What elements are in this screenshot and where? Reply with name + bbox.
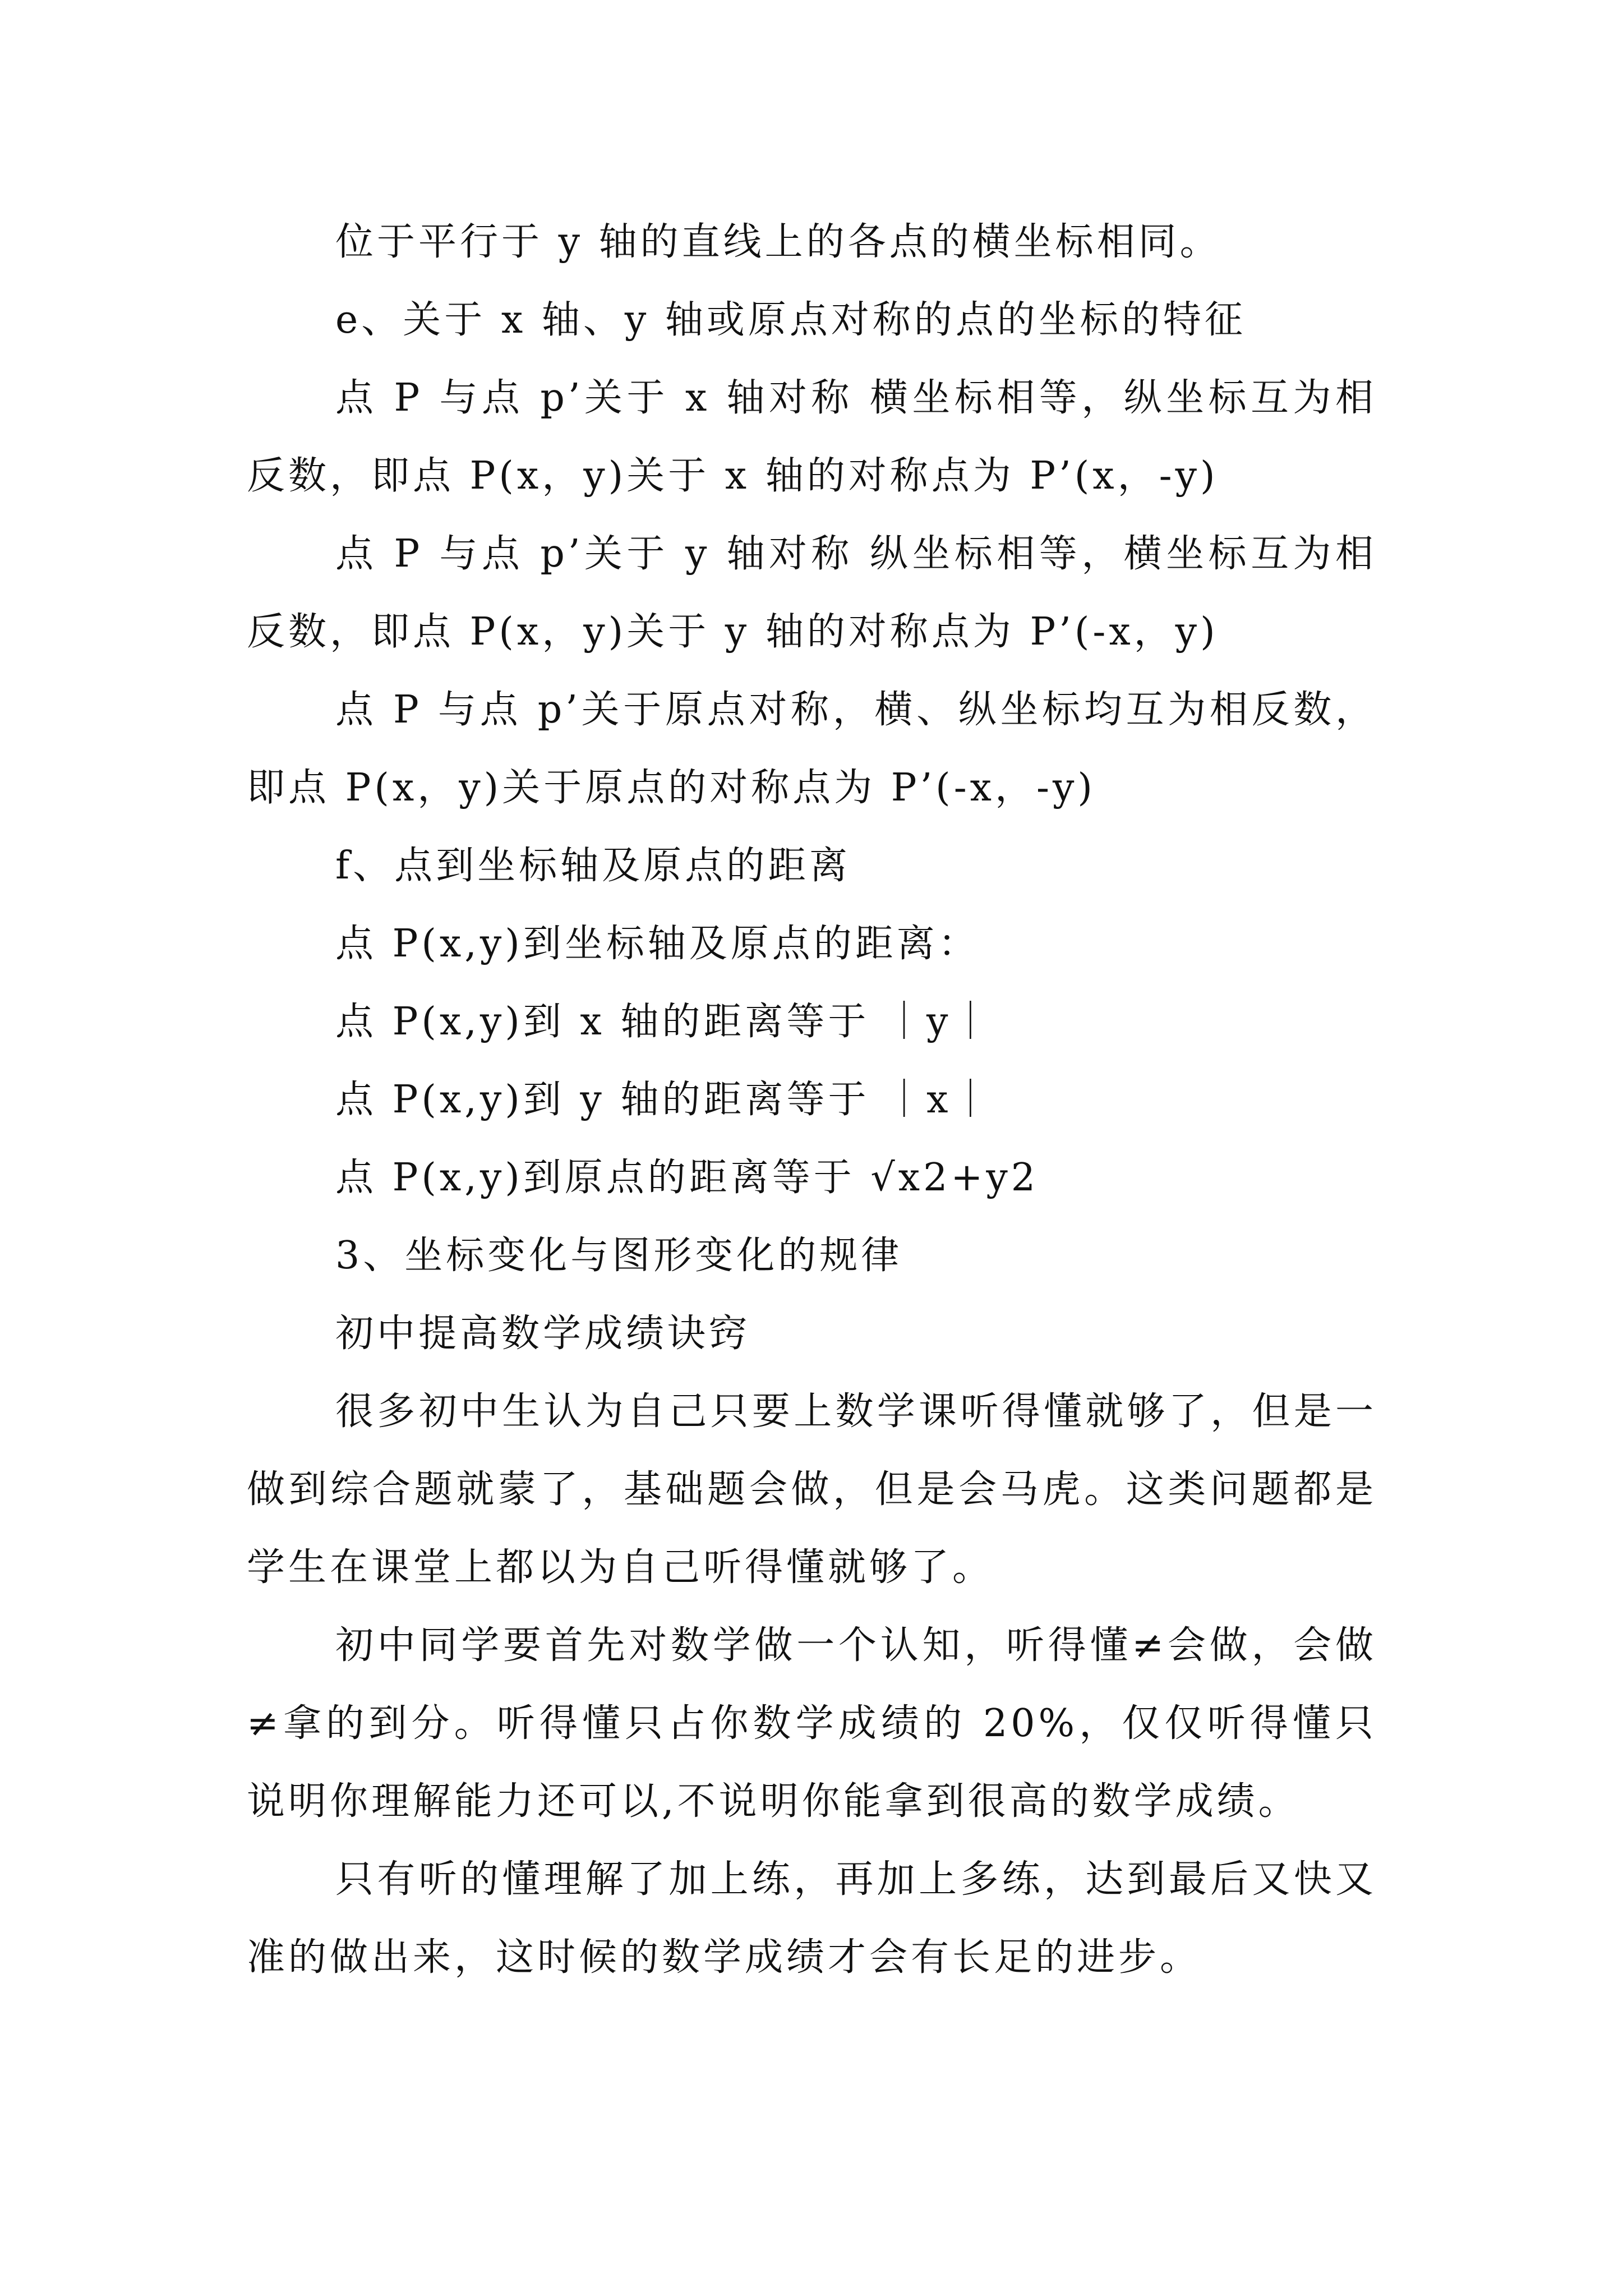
heading-study-tips: 初中提高数学成绩诀窍: [335, 1312, 751, 1356]
heading-distance: f、点到坐标轴及原点的距离: [335, 844, 851, 888]
paragraph-distance-y-axis: 点 P(x,y)到 y 轴的距离等于 ｜x｜: [335, 1078, 993, 1122]
paragraph-tips-1: 很多初中生认为自己只要上数学课听得懂就够了，但是一做到综合题就蒙了，基础题会做，但是会马虎。这类问题都是学生在课堂上都以为自己听得懂就够了。: [247, 1389, 1377, 1590]
paragraph-distance-x-axis: 点 P(x,y)到 x 轴的距离等于 ｜y｜: [335, 1000, 993, 1044]
paragraph-origin-symmetry: 点 P 与点 p’关于原点对称，横、纵坐标均互为相反数，即点 P(x，y)关于原点的对称点为 P’(-x，-y): [247, 688, 1377, 810]
paragraph-x-axis-symmetry: 点 P 与点 p’关于 x 轴对称 横坐标相等，纵坐标互为相反数，即点 P(x，y)关于 x 轴的对称点为 P’(x，-y): [247, 376, 1377, 498]
paragraph-distance-intro: 点 P(x,y)到坐标轴及原点的距离：: [335, 922, 980, 966]
paragraph-tips-3: 只有听的懂理解了加上练，再加上多练，达到最后又快又准的做出来，这时候的数学成绩才会有长足的进步。: [247, 1857, 1377, 1980]
document-body: [247, 203, 1377, 1996]
paragraph-tips-2: 初中同学要首先对数学做一个认知，听得懂≠会做，会做≠拿的到分。听得懂只占你数学成绩的 20%，仅仅听得懂只说明你理解能力还可以,不说明你能拿到很高的数学成绩。: [247, 1623, 1377, 1824]
paragraph-y-axis-parallel: 位于平行于 y 轴的直线上的各点的横坐标相同。: [335, 220, 1221, 264]
paragraph-distance-origin: 点 P(x,y)到原点的距离等于 √x2+y2: [335, 1156, 1039, 1200]
paragraph-y-axis-symmetry: 点 P 与点 p’关于 y 轴对称 纵坐标相等，横坐标互为相反数，即点 P(x，y)关于 y 轴的对称点为 P’(-x，y): [247, 532, 1377, 654]
heading-symmetric-points: e、关于 x 轴、y 轴或原点对称的点的坐标的特征: [335, 298, 1246, 342]
heading-coordinate-transform: 3、坐标变化与图形变化的规律: [335, 1234, 903, 1278]
